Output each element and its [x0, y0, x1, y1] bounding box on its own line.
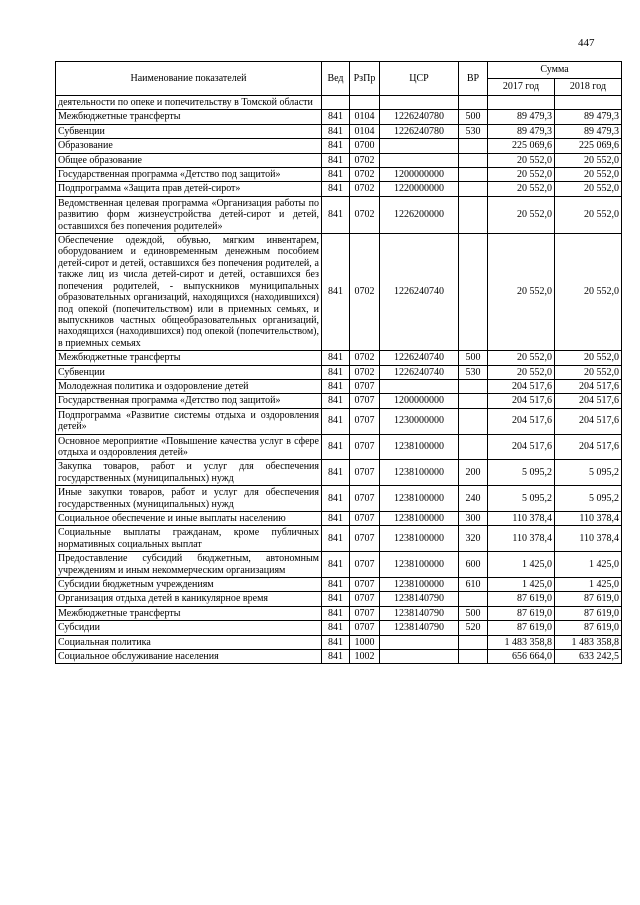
- cell-sum-2017: 20 552,0: [488, 168, 555, 182]
- cell-csr: [380, 139, 459, 153]
- cell-ved: 841: [322, 153, 350, 167]
- cell-sum-2017: 5 095,2: [488, 460, 555, 486]
- cell-name: Межбюджетные трансферты: [56, 606, 322, 620]
- cell-name: Государственная программа «Детство под защитой»: [56, 168, 322, 182]
- cell-sum-2018: 20 552,0: [555, 196, 622, 233]
- cell-rzpr: 0702: [350, 234, 380, 351]
- cell-csr: 1238100000: [380, 460, 459, 486]
- cell-name: Молодежная политика и оздоровление детей: [56, 379, 322, 393]
- header-csr: ЦСР: [380, 62, 459, 96]
- cell-rzpr: 0702: [350, 196, 380, 233]
- cell-vr: [459, 434, 488, 460]
- cell-csr: 1200000000: [380, 394, 459, 408]
- table-row: [56, 379, 622, 393]
- cell-ved: 841: [322, 512, 350, 526]
- cell-csr: 1226240740: [380, 234, 459, 351]
- cell-ved: 841: [322, 110, 350, 124]
- cell-name: Межбюджетные трансферты: [56, 351, 322, 365]
- cell-sum-2018: 110 378,4: [555, 512, 622, 526]
- page-number: 447: [578, 37, 595, 49]
- header-sum: Сумма: [488, 62, 622, 79]
- cell-sum-2018: 20 552,0: [555, 182, 622, 196]
- header-rzpr: РзПр: [350, 62, 380, 96]
- table-row: [56, 578, 622, 592]
- cell-name: Подпрограмма «Защита прав детей-сирот»: [56, 182, 322, 196]
- cell-vr: [459, 182, 488, 196]
- cell-vr: [459, 650, 488, 664]
- table-row: [56, 460, 622, 486]
- cell-sum-2017: 20 552,0: [488, 351, 555, 365]
- cell-csr: 1226240780: [380, 110, 459, 124]
- cell-sum-2017: 89 479,3: [488, 124, 555, 138]
- cell-rzpr: 0707: [350, 394, 380, 408]
- cell-vr: 530: [459, 124, 488, 138]
- cell-sum-2018: 110 378,4: [555, 526, 622, 552]
- cell-sum-2017: 5 095,2: [488, 486, 555, 512]
- cell-name: Государственная программа «Детство под защитой»: [56, 394, 322, 408]
- cell-vr: 500: [459, 110, 488, 124]
- cell-name: Социальная политика: [56, 635, 322, 649]
- table-row: [56, 365, 622, 379]
- cell-sum-2018: 89 479,3: [555, 110, 622, 124]
- cell-name: Обеспечение одеждой, обувью, мягким инвентарем, оборудованием и единовременным денежным пособием детей-сирот и детей, оставшихся без попечения родителей, а также лиц из числа детей-сирот и детей, оставшихся без попечения родителей, - выпускников муниципальных образовательных организаций, находящихся (находившихся) под опекой (попечительством) или в приемных семьях, и выпускников частных общеобразовательных организаций, находящихся (находившихся) под опекой (попечительством), в приемных семьях: [56, 234, 322, 351]
- cell-sum-2018: 5 095,2: [555, 486, 622, 512]
- cell-ved: [322, 96, 350, 110]
- cell-csr: 1238100000: [380, 434, 459, 460]
- cell-sum-2018: 20 552,0: [555, 168, 622, 182]
- cell-csr: 1226240780: [380, 124, 459, 138]
- cell-vr: [459, 96, 488, 110]
- cell-ved: 841: [322, 578, 350, 592]
- cell-sum-2017: 225 069,6: [488, 139, 555, 153]
- cell-rzpr: 0104: [350, 110, 380, 124]
- cell-csr: [380, 153, 459, 167]
- table-body: [56, 96, 622, 664]
- cell-ved: 841: [322, 139, 350, 153]
- cell-name: Организация отдыха детей в каникулярное время: [56, 592, 322, 606]
- cell-sum-2018: 204 517,6: [555, 394, 622, 408]
- cell-sum-2018: 633 242,5: [555, 650, 622, 664]
- cell-sum-2018: 87 619,0: [555, 621, 622, 635]
- table-row: [56, 139, 622, 153]
- cell-csr: [380, 650, 459, 664]
- cell-rzpr: 0707: [350, 434, 380, 460]
- cell-ved: 841: [322, 460, 350, 486]
- cell-name: Общее образование: [56, 153, 322, 167]
- cell-rzpr: 1002: [350, 650, 380, 664]
- cell-vr: 520: [459, 621, 488, 635]
- table-row: [56, 110, 622, 124]
- cell-sum-2017: 1 425,0: [488, 552, 555, 578]
- cell-csr: 1226200000: [380, 196, 459, 233]
- cell-ved: 841: [322, 168, 350, 182]
- cell-name: Ведомственная целевая программа «Организация работы по развитию форм жизнеустройства детей-сирот и детей, оставшихся без попечения родителей»: [56, 196, 322, 233]
- cell-sum-2017: 1 425,0: [488, 578, 555, 592]
- cell-vr: 500: [459, 351, 488, 365]
- cell-vr: [459, 635, 488, 649]
- cell-rzpr: 0702: [350, 168, 380, 182]
- table-row: [56, 168, 622, 182]
- cell-sum-2018: 204 517,6: [555, 434, 622, 460]
- cell-name: Социальные выплаты гражданам, кроме публичных нормативных социальных выплат: [56, 526, 322, 552]
- table-row: [56, 351, 622, 365]
- table-row: [56, 394, 622, 408]
- cell-csr: 1226240740: [380, 351, 459, 365]
- table-header: [56, 62, 622, 96]
- cell-csr: 1238100000: [380, 552, 459, 578]
- cell-rzpr: 0702: [350, 351, 380, 365]
- cell-ved: 841: [322, 351, 350, 365]
- table-row: [56, 635, 622, 649]
- cell-name: Межбюджетные трансферты: [56, 110, 322, 124]
- cell-vr: [459, 139, 488, 153]
- cell-rzpr: 0707: [350, 526, 380, 552]
- cell-csr: 1238100000: [380, 486, 459, 512]
- cell-ved: 841: [322, 552, 350, 578]
- budget-table: [55, 61, 622, 664]
- cell-rzpr: 0707: [350, 592, 380, 606]
- cell-csr: [380, 96, 459, 110]
- cell-name: Иные закупки товаров, работ и услуг для обеспечения государственных (муниципальных) нужд: [56, 486, 322, 512]
- cell-sum-2017: 87 619,0: [488, 606, 555, 620]
- cell-sum-2018: 1 483 358,8: [555, 635, 622, 649]
- cell-ved: 841: [322, 234, 350, 351]
- cell-rzpr: 0104: [350, 124, 380, 138]
- table-row: [56, 650, 622, 664]
- cell-sum-2017: 204 517,6: [488, 394, 555, 408]
- cell-csr: 1238100000: [380, 526, 459, 552]
- table-row: [56, 153, 622, 167]
- cell-vr: 300: [459, 512, 488, 526]
- cell-sum-2017: 20 552,0: [488, 365, 555, 379]
- cell-sum-2017: 204 517,6: [488, 408, 555, 434]
- cell-ved: 841: [322, 365, 350, 379]
- cell-ved: 841: [322, 124, 350, 138]
- header-2017: 2017 год: [488, 79, 555, 96]
- table-row: [56, 196, 622, 233]
- cell-vr: [459, 408, 488, 434]
- cell-name: Подпрограмма «Развитие системы отдыха и оздоровления детей»: [56, 408, 322, 434]
- cell-name: Субвенции: [56, 124, 322, 138]
- header-2018: 2018 год: [555, 79, 622, 96]
- table-row: [56, 96, 622, 110]
- cell-sum-2017: 110 378,4: [488, 512, 555, 526]
- cell-sum-2017: 110 378,4: [488, 526, 555, 552]
- cell-sum-2018: 89 479,3: [555, 124, 622, 138]
- cell-ved: 841: [322, 592, 350, 606]
- cell-sum-2017: 20 552,0: [488, 182, 555, 196]
- table-row: [56, 434, 622, 460]
- cell-sum-2017: 87 619,0: [488, 621, 555, 635]
- cell-sum-2018: 1 425,0: [555, 578, 622, 592]
- cell-rzpr: [350, 96, 380, 110]
- table-row: [56, 512, 622, 526]
- table-row: [56, 592, 622, 606]
- table-row: [56, 606, 622, 620]
- cell-vr: [459, 394, 488, 408]
- cell-csr: 1200000000: [380, 168, 459, 182]
- cell-vr: 500: [459, 606, 488, 620]
- cell-rzpr: 0702: [350, 182, 380, 196]
- cell-csr: [380, 635, 459, 649]
- cell-vr: [459, 168, 488, 182]
- cell-ved: 841: [322, 196, 350, 233]
- cell-sum-2018: 5 095,2: [555, 460, 622, 486]
- cell-rzpr: 0707: [350, 460, 380, 486]
- cell-name: Образование: [56, 139, 322, 153]
- cell-ved: 841: [322, 434, 350, 460]
- cell-csr: 1238100000: [380, 578, 459, 592]
- cell-sum-2018: 225 069,6: [555, 139, 622, 153]
- cell-sum-2017: 87 619,0: [488, 592, 555, 606]
- table-row: [56, 182, 622, 196]
- cell-name: Предоставление субсидий бюджетным, автономным учреждениям и иным некоммерческим организациям: [56, 552, 322, 578]
- cell-sum-2018: 204 517,6: [555, 379, 622, 393]
- table-row: [56, 408, 622, 434]
- cell-vr: 600: [459, 552, 488, 578]
- cell-sum-2017: [488, 96, 555, 110]
- cell-sum-2018: 204 517,6: [555, 408, 622, 434]
- cell-rzpr: 0707: [350, 486, 380, 512]
- cell-sum-2018: [555, 96, 622, 110]
- cell-ved: 841: [322, 408, 350, 434]
- cell-rzpr: 0707: [350, 621, 380, 635]
- cell-sum-2017: 204 517,6: [488, 434, 555, 460]
- cell-name: Социальное обслуживание населения: [56, 650, 322, 664]
- cell-sum-2017: 204 517,6: [488, 379, 555, 393]
- cell-csr: 1238140790: [380, 606, 459, 620]
- cell-vr: [459, 153, 488, 167]
- cell-sum-2018: 20 552,0: [555, 234, 622, 351]
- cell-vr: [459, 379, 488, 393]
- table-row: [56, 234, 622, 351]
- cell-csr: 1238140790: [380, 592, 459, 606]
- cell-sum-2018: 87 619,0: [555, 592, 622, 606]
- table-row: [56, 526, 622, 552]
- cell-ved: 841: [322, 635, 350, 649]
- cell-rzpr: 0702: [350, 153, 380, 167]
- cell-rzpr: 1000: [350, 635, 380, 649]
- cell-ved: 841: [322, 486, 350, 512]
- cell-csr: 1238100000: [380, 512, 459, 526]
- table-row: [56, 124, 622, 138]
- table-row: [56, 621, 622, 635]
- cell-vr: 320: [459, 526, 488, 552]
- table-row: [56, 552, 622, 578]
- cell-csr: [380, 379, 459, 393]
- table-row: [56, 486, 622, 512]
- cell-ved: 841: [322, 621, 350, 635]
- cell-name: деятельности по опеке и попечительству в Томской области: [56, 96, 322, 110]
- cell-rzpr: 0707: [350, 379, 380, 393]
- cell-vr: [459, 196, 488, 233]
- cell-rzpr: 0700: [350, 139, 380, 153]
- cell-vr: 530: [459, 365, 488, 379]
- cell-name: Субсидии: [56, 621, 322, 635]
- cell-name: Социальное обеспечение и иные выплаты населению: [56, 512, 322, 526]
- cell-csr: 1220000000: [380, 182, 459, 196]
- cell-rzpr: 0707: [350, 408, 380, 434]
- cell-name: Субвенции: [56, 365, 322, 379]
- cell-vr: 610: [459, 578, 488, 592]
- cell-sum-2017: 20 552,0: [488, 234, 555, 351]
- cell-sum-2018: 87 619,0: [555, 606, 622, 620]
- cell-rzpr: 0707: [350, 606, 380, 620]
- cell-vr: 200: [459, 460, 488, 486]
- cell-name: Закупка товаров, работ и услуг для обеспечения государственных (муниципальных) нужд: [56, 460, 322, 486]
- cell-sum-2018: 20 552,0: [555, 153, 622, 167]
- cell-rzpr: 0707: [350, 578, 380, 592]
- cell-csr: 1230000000: [380, 408, 459, 434]
- header-name: Наименование показателей: [56, 62, 322, 96]
- header-vr: ВР: [459, 62, 488, 96]
- cell-rzpr: 0707: [350, 552, 380, 578]
- cell-sum-2017: 20 552,0: [488, 153, 555, 167]
- cell-csr: 1238140790: [380, 621, 459, 635]
- cell-ved: 841: [322, 394, 350, 408]
- cell-sum-2017: 89 479,3: [488, 110, 555, 124]
- cell-sum-2017: 20 552,0: [488, 196, 555, 233]
- cell-vr: [459, 234, 488, 351]
- cell-name: Субсидии бюджетным учреждениям: [56, 578, 322, 592]
- cell-ved: 841: [322, 379, 350, 393]
- cell-vr: 240: [459, 486, 488, 512]
- cell-vr: [459, 592, 488, 606]
- cell-ved: 841: [322, 650, 350, 664]
- cell-name: Основное мероприятие «Повышение качества услуг в сфере отдыха и оздоровления детей»: [56, 434, 322, 460]
- cell-ved: 841: [322, 182, 350, 196]
- cell-csr: 1226240740: [380, 365, 459, 379]
- cell-rzpr: 0702: [350, 365, 380, 379]
- cell-ved: 841: [322, 606, 350, 620]
- cell-sum-2018: 1 425,0: [555, 552, 622, 578]
- cell-sum-2017: 1 483 358,8: [488, 635, 555, 649]
- cell-sum-2018: 20 552,0: [555, 365, 622, 379]
- cell-sum-2017: 656 664,0: [488, 650, 555, 664]
- cell-ved: 841: [322, 526, 350, 552]
- cell-rzpr: 0707: [350, 512, 380, 526]
- cell-sum-2018: 20 552,0: [555, 351, 622, 365]
- header-ved: Вед: [322, 62, 350, 96]
